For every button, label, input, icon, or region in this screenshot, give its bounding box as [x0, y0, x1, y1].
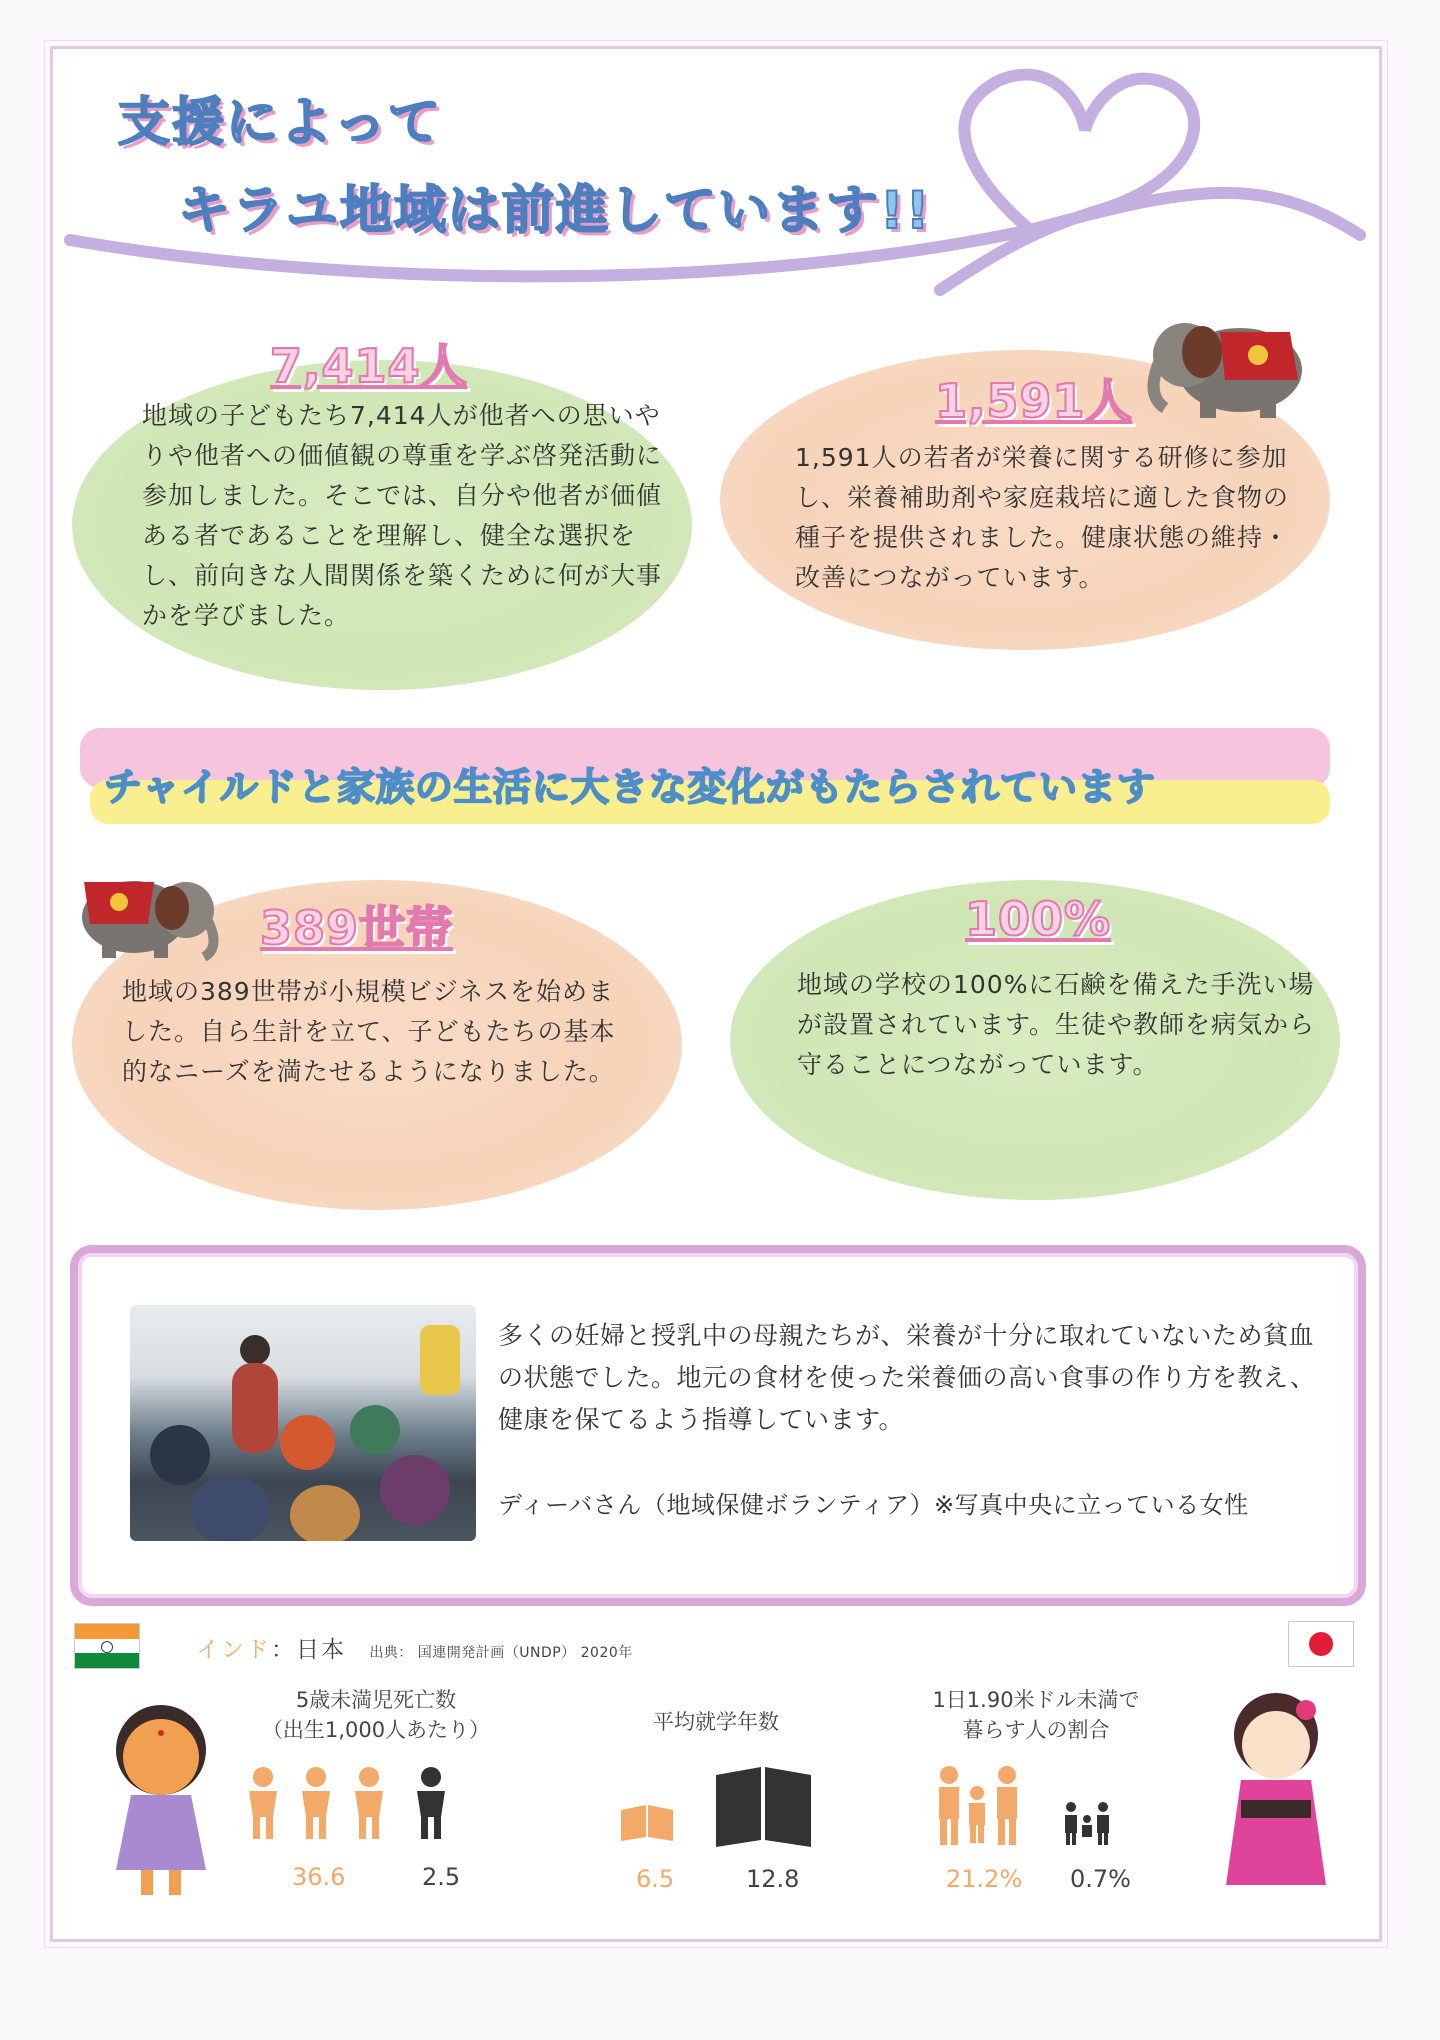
- book-icons: [621, 1765, 831, 1855]
- indian-girl-illustration: [96, 1695, 226, 1905]
- stat-mortality-india: 36.6: [292, 1863, 346, 1891]
- stat-schooling-japan: 12.8: [746, 1865, 800, 1893]
- header: [0, 0, 1440, 330]
- banner-text: チャイルドと家族の生活に大きな変化がもたらされています: [104, 765, 1156, 809]
- comparison-legend: [196, 1631, 633, 1664]
- story-text: 多くの妊婦と授乳中の母親たちが、栄養が十分に取れていないため貧血の状態でした。地元の食材を使った栄養価の高い食事の作り方を教え、健康を保てるよう指導しています。: [498, 1321, 1316, 1434]
- stat-mortality-label-line2: （出生1,000人あたり）: [261, 1718, 491, 1742]
- stat-mortality-japan: 2.5: [422, 1863, 461, 1891]
- elephant-icon: [74, 862, 224, 962]
- card-youth-number: 1,591人: [935, 374, 1133, 428]
- card-households-text: 地域の389世帯が小規模ビジネスを始めました。自ら生計を立て、子どもたちの基本的なニーズを満たせるようになりました。: [122, 977, 616, 1086]
- community-photo: [130, 1305, 476, 1541]
- title-line-1: 支援によって: [118, 93, 443, 153]
- stat-schooling-label-line1: 平均就学年数: [653, 1710, 779, 1734]
- stats-section: [56, 1615, 1376, 1915]
- japan-flag-icon: [1288, 1621, 1354, 1667]
- stat-poverty-japan: 0.7%: [1070, 1865, 1131, 1893]
- stat-poverty-label: [916, 1685, 1156, 1745]
- legend-sep: ：: [271, 1637, 296, 1663]
- stat-mortality-label-line1: 5歳未満児死亡数: [295, 1688, 457, 1712]
- headline-banner: [80, 728, 1330, 838]
- baby-icons: [241, 1765, 471, 1845]
- japanese-girl-illustration: [1206, 1685, 1356, 1905]
- card-children-text: 地域の子どもたち7,414人が他者への思いやりや他者への価値観の尊重を学ぶ啓発活動に参加しました。そこでは、自分や他者が価値ある者であることを理解し、健全な選択をし、前向きな人間関係を築くために何が大事かを学びました。: [142, 401, 663, 630]
- card-schools-number: 100%: [965, 892, 1112, 946]
- elephant-icon: [1140, 300, 1315, 420]
- india-flag-icon: [74, 1623, 140, 1669]
- title-line-2: キラユ地域は前進しています!!: [178, 181, 932, 241]
- family-icons: [931, 1765, 1131, 1855]
- card-households-number: 389世帯: [260, 901, 454, 955]
- stat-poverty-label-line1: 1日1.90米ドル未満で: [932, 1688, 1140, 1712]
- story-signature: ディーバさん（地域保健ボランティア）※写真中央に立っている女性: [498, 1491, 1249, 1519]
- story-box: [70, 1245, 1366, 1606]
- legend-japan: 日本: [296, 1637, 346, 1663]
- stat-poverty-india: 21.2%: [946, 1865, 1023, 1893]
- legend-india: インド: [196, 1637, 271, 1663]
- stat-mortality-label: [256, 1685, 496, 1745]
- card-children-number: 7,414人: [270, 339, 468, 393]
- stat-schooling-label: [616, 1707, 816, 1737]
- source-note: 出典： 国連開発計画（UNDP） 2020年: [369, 1645, 633, 1661]
- stat-schooling-india: 6.5: [636, 1865, 675, 1893]
- card-youth-text: 1,591人の若者が栄養に関する研修に参加し、栄養補助剤や家庭栽培に適した食物の種子を提供されました。健康状態の維持・改善につながっています。: [795, 443, 1290, 592]
- card-schools-text: 地域の学校の100%に石鹸を備えた手洗い場が設置されています。生徒や教師を病気から守ることにつながっています。: [797, 970, 1316, 1079]
- stat-poverty-label-line2: 暮らす人の割合: [962, 1718, 1110, 1742]
- ribbon-heart-decoration: [0, 0, 1440, 330]
